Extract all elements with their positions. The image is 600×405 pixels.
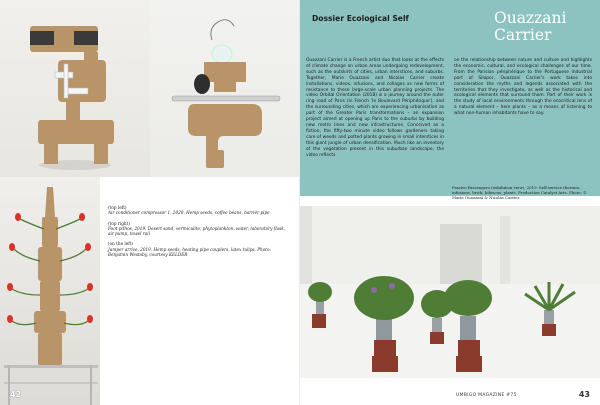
caption-text: Jumper arrive, 2019. Hemp seeds, heating pipe couplers, latex tulips. Photo: Benjamin Westoby, courtesy KELDER	[108, 246, 271, 258]
caption-position: (top right)	[108, 220, 130, 226]
sculpture-pithos-drawing	[150, 0, 300, 177]
article-title: Ouazzani Carrier	[494, 9, 567, 44]
magazine-name: UMBIGO MAGAZINE #75	[456, 393, 517, 398]
section-title: Dossier Ecological Self	[312, 14, 409, 23]
photo-jumper-arrive	[0, 177, 100, 405]
caption-text: Foot pithos, 2019. Desert sand, vermiculite, phytoplankton, water, laboratory flask, air pump, towel rail	[108, 225, 286, 237]
sculpture-compressor-drawing	[0, 0, 150, 177]
exhibition-photo-caption: Passive Passengers (exhibition view), 2019. Self-service thermos, infusions, brick, hibiscus, plants. Production Catalyst Arts. Photo: © Marie Ouazzani & Nicolas Carrier	[452, 185, 587, 200]
page-number-right: 43	[578, 390, 590, 399]
caption-on-the-left	[108, 241, 288, 257]
body-column-2: on the relationship between nature and culture and highlights the economic, cultural, and ecological challenges of our time. From the Parisian périphérique to the Portuguese industrial port of Silopor, Ouazzani Carrier's work takes into consideration the myths and legends associated with the territories that they investigate, as well as the historical and ecological elements that surround them. Part of their work is the study of local environments through the ecocritical lens of a natural element – here plants – as a means of listening to what non-human inhabitants have to say.	[454, 58, 592, 117]
sculpture-tulip-totem-drawing	[0, 177, 100, 405]
caption-top-left	[108, 205, 288, 216]
article-text-panel	[300, 0, 600, 196]
exhibition-view-drawing	[300, 206, 600, 378]
caption-text: Air conditioner compressor 1, 2020. Hemp seeds, coffee beans, barrier pipe	[108, 210, 270, 216]
caption-position: (on the left)	[108, 241, 134, 247]
photo-passive-passengers-exhibition	[300, 206, 600, 378]
photo-foot-pithos	[150, 0, 300, 177]
caption-block-left	[108, 205, 288, 262]
right-page	[300, 0, 600, 405]
caption-position: (top left)	[108, 205, 127, 210]
photo-air-conditioner-compressor	[0, 0, 150, 177]
caption-top-right	[108, 221, 288, 237]
page-number-left: 42	[10, 390, 22, 399]
body-column-1: Ouazzani Carrier is a French artist duo that looks at the effects of climate change on urban areas undergoing redevelopment, such as the outskirts of cities, urban interstices, and suburbs. Together, Marie Ouazzani and Nicolas Carrier create installations, videos, infusions, and collages as new forms of resistance to these large-scale urban planning projects. The video Orbital Orientation (2018) is a journey around the outer ring road of Paris (in French 'le Boulevard Périphérique'), and the surrounding cities, which are experiencing urbanisation as part of the Greater Paris transformations – an expansion project aimed at opening up Paris to the suburbs by building new metro lines and new infrastructures. Conceived as a fiction, the fifty-two minute video follows gardeners taking care of weeds and potted plants growing in small interstices in this giant jungle of urban densification. Much like an inventory of the vegetation present in this suburban landscape, the video reflects	[306, 58, 444, 158]
